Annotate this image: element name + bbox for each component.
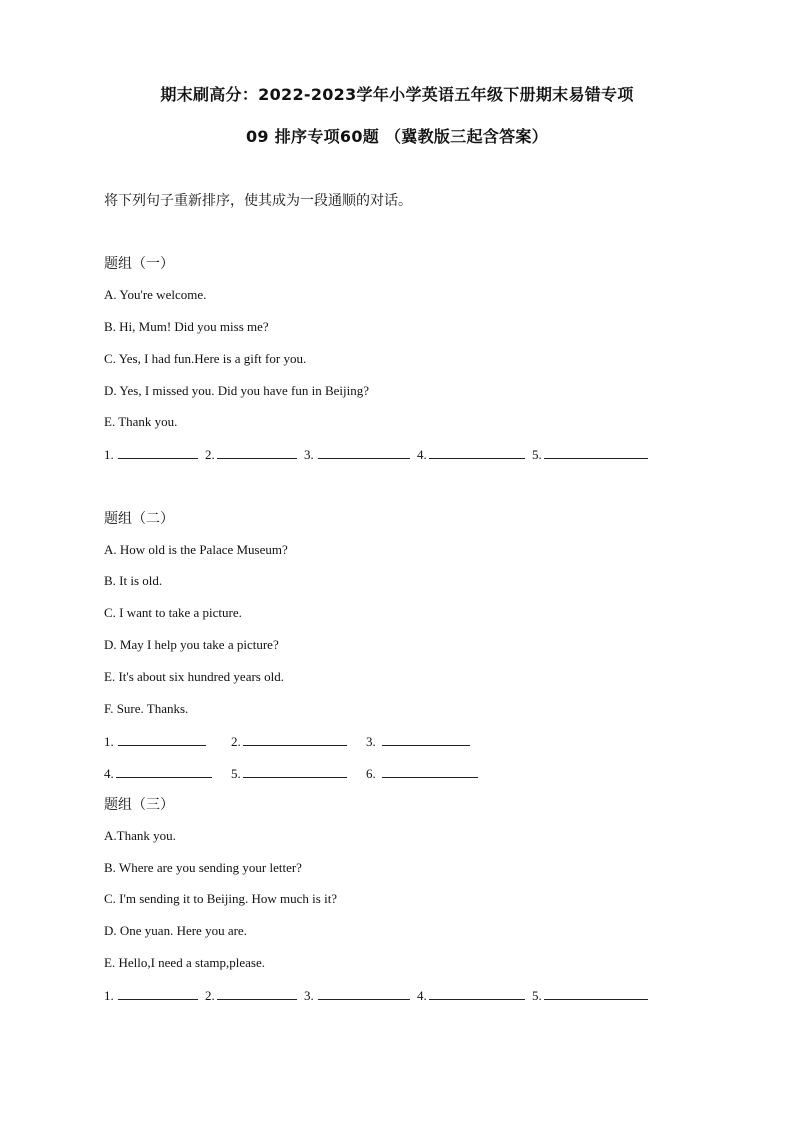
group-3-sentence-a: A.Thank you.: [104, 828, 176, 843]
answer-blank[interactable]: [217, 987, 297, 1000]
group-3-heading: 题组（三）: [104, 797, 174, 813]
group-3-sentence-c: C. I'm sending it to Beijing. How much is it?: [104, 891, 338, 906]
group-2-sentence-a: A. How old is the Palace Museum?: [104, 542, 288, 557]
answer-label: 1.: [104, 447, 114, 462]
answer-blank[interactable]: [544, 987, 648, 1000]
answer-blank[interactable]: [118, 733, 206, 746]
group-2-answer-row-1: [104, 733, 470, 750]
answer-blank[interactable]: [318, 446, 410, 459]
group-3-sentence-b: B. Where are you sending your letter?: [104, 860, 302, 875]
answer-blank[interactable]: [318, 987, 410, 1000]
answer-blank[interactable]: [116, 765, 212, 778]
answer-label: 5.: [532, 988, 542, 1003]
answer-label: 4.: [104, 766, 114, 781]
answer-label: 4.: [417, 447, 427, 462]
answer-label: 3.: [366, 734, 376, 749]
group-1-answer-row: [104, 446, 648, 463]
answer-blank[interactable]: [243, 765, 347, 778]
group-2-sentence-b: B. It is old.: [104, 573, 163, 588]
answer-label: 2.: [231, 734, 241, 749]
group-2-heading: 题组（二）: [104, 511, 174, 527]
group-3-sentence-d: D. One yuan. Here you are.: [104, 923, 247, 938]
group-2-sentence-f: F. Sure. Thanks.: [104, 701, 189, 716]
answer-blank[interactable]: [382, 765, 478, 778]
answer-blank[interactable]: [243, 733, 347, 746]
answer-label: 1.: [104, 988, 114, 1003]
group-2-answer-row-2: [104, 765, 478, 782]
instruction-text: 将下列句子重新排序，使其成为一段通顺的对话。: [104, 193, 412, 209]
answer-blank[interactable]: [118, 446, 198, 459]
answer-label: 4.: [417, 988, 427, 1003]
answer-label: 6.: [366, 766, 376, 781]
answer-blank[interactable]: [118, 987, 198, 1000]
group-2-sentence-d: D. May I help you take a picture?: [104, 637, 279, 652]
answer-blank[interactable]: [217, 446, 297, 459]
answer-blank[interactable]: [429, 446, 525, 459]
answer-label: 5.: [532, 447, 542, 462]
group-1-heading: 题组（一）: [104, 256, 174, 272]
answer-label: 1.: [104, 734, 114, 749]
answer-blank[interactable]: [429, 987, 525, 1000]
answer-label: 5.: [231, 766, 241, 781]
answer-label: 2.: [205, 447, 215, 462]
answer-label: 3.: [304, 447, 314, 462]
answer-label: 2.: [205, 988, 215, 1003]
group-1-sentence-c: C. Yes, I had fun.Here is a gift for you.: [104, 351, 307, 366]
document-title-line-2: 09 排序专项60题 （冀教版三起含答案）: [246, 127, 548, 146]
group-1-sentence-d: D. Yes, I missed you. Did you have fun in Beijing?: [104, 383, 370, 398]
group-3-sentence-e: E. Hello,I need a stamp,please.: [104, 955, 265, 970]
group-2-sentence-c: C. I want to take a picture.: [104, 605, 242, 620]
answer-label: 3.: [304, 988, 314, 1003]
document-title-line-1: 期末刷高分：2022-2023学年小学英语五年级下册期末易错专项: [160, 85, 634, 104]
group-1-sentence-e: E. Thank you.: [104, 414, 178, 429]
answer-blank[interactable]: [544, 446, 648, 459]
group-1-sentence-a: A. You're welcome.: [104, 287, 207, 302]
group-3-answer-row: [104, 987, 648, 1004]
answer-blank[interactable]: [382, 733, 470, 746]
group-1-sentence-b: B. Hi, Mum! Did you miss me?: [104, 319, 269, 334]
group-2-sentence-e: E. It's about six hundred years old.: [104, 669, 284, 684]
